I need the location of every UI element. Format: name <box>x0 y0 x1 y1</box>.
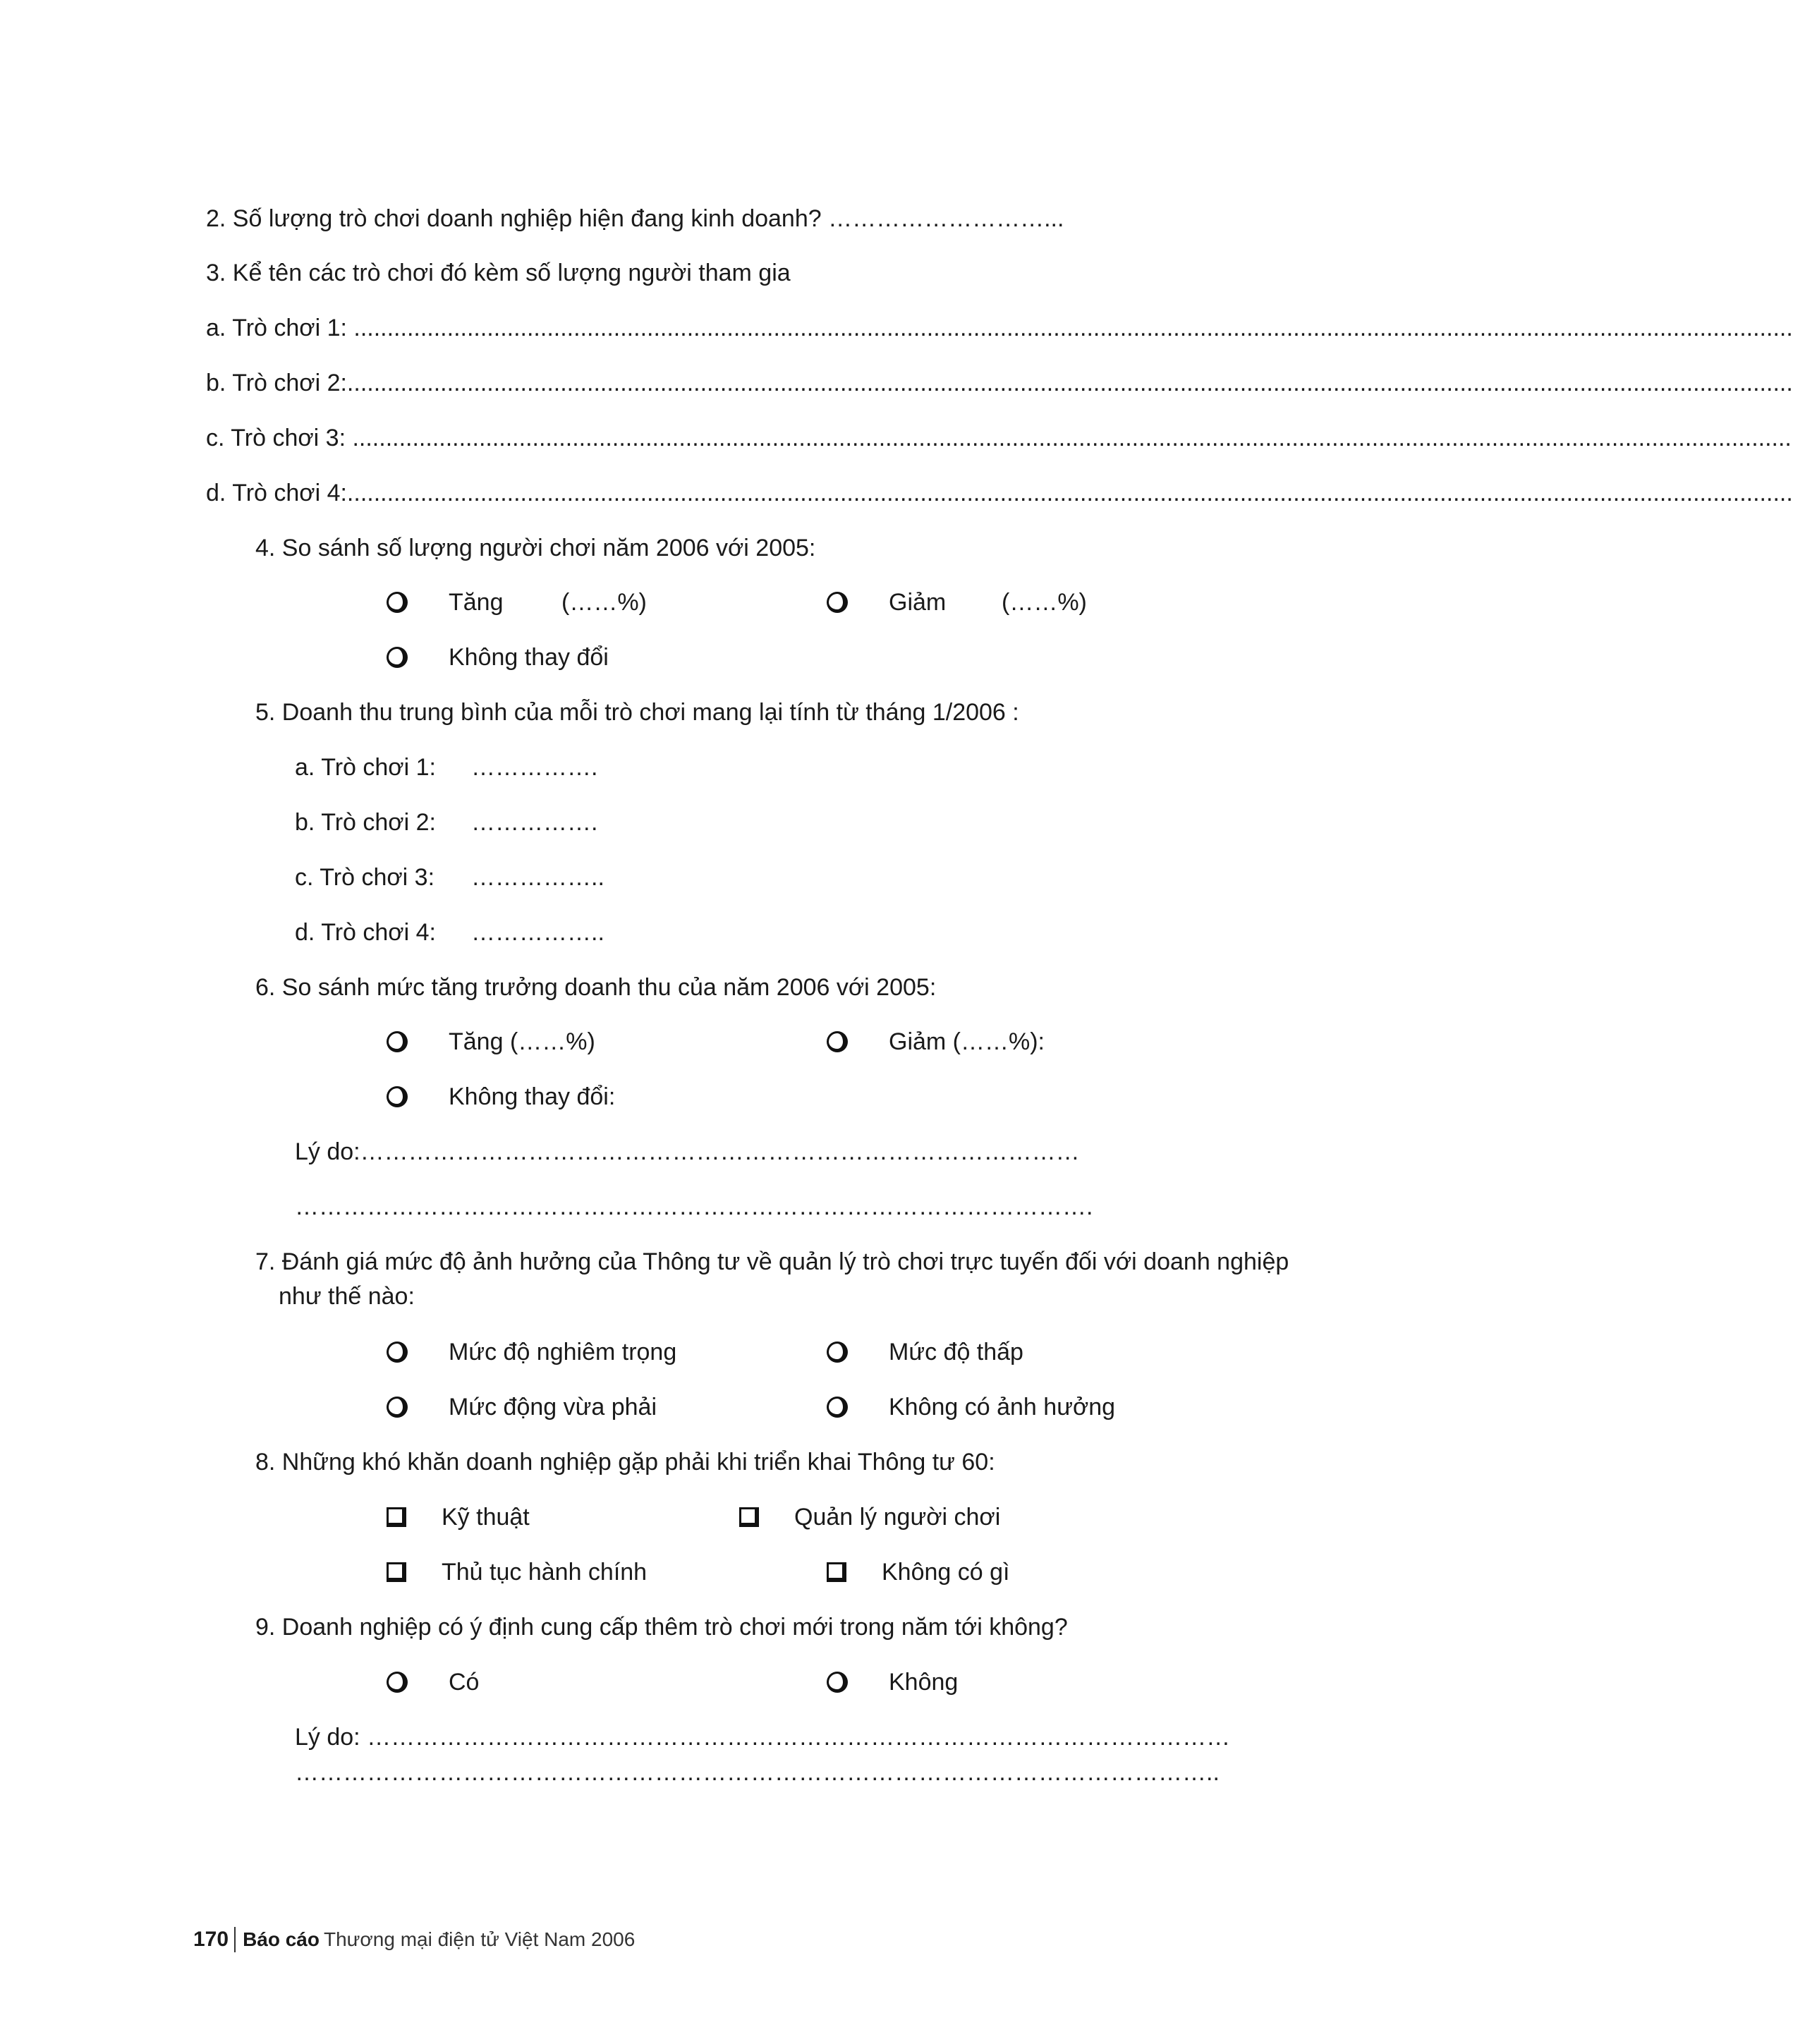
radio-button-icon[interactable] <box>387 1397 408 1418</box>
q6-reason-line-2[interactable]: ………………………………………………………………………………………. <box>295 1193 1093 1220</box>
checkbox-icon[interactable] <box>387 1507 406 1527</box>
question-3-item-a: a. Trò chơi 1: ........................................................................................................................................................................................................................ <box>206 315 1793 341</box>
q5-item-value: ……………. <box>471 754 598 781</box>
question-9-title: 9. Doanh nghiệp có ý định cung cấp thêm trò chơi mới trong năm tới không? <box>255 1614 1068 1641</box>
q8-option-technical[interactable]: Kỹ thuật <box>387 1503 530 1531</box>
q5-item-value: …………….. <box>471 919 604 946</box>
checkbox-icon[interactable] <box>827 1562 846 1582</box>
q8-option-nothing[interactable]: Không có gì <box>827 1558 1009 1586</box>
q7-option-serious[interactable]: Mức độ nghiêm trọng <box>387 1338 676 1366</box>
q7-option-none[interactable]: Không có ảnh hưởng <box>827 1393 1115 1421</box>
question-3-item-c: c. Trò chơi 3: ........................................................................................................................................................................................................................ <box>206 425 1792 451</box>
q9-option-no[interactable]: Không <box>827 1668 958 1696</box>
question-2: 2. Số lượng trò chơi doanh nghiệp hiện đang kinh doanh? ………………………... <box>206 205 1064 232</box>
radio-button-icon[interactable] <box>827 1342 848 1363</box>
checkbox-icon[interactable] <box>739 1507 759 1527</box>
q8-option-administrative[interactable]: Thủ tục hành chính <box>387 1558 647 1586</box>
q6-reason-line[interactable]: Lý do:……………………………………………………………………………… <box>295 1138 1080 1165</box>
question-7-title-cont: như thế nào: <box>279 1283 415 1310</box>
q7-option-moderate[interactable]: Mức động vừa phải <box>387 1393 657 1421</box>
q5-item-label: d. Trò chơi 4: <box>295 919 436 946</box>
q8-option-player-management[interactable]: Quản lý người chơi <box>739 1503 1000 1531</box>
question-7-title: 7. Đánh giá mức độ ảnh hưởng của Thông tư về quản lý trò chơi trực tuyến đối với doanh nghiệp <box>255 1248 1289 1275</box>
q5-item-value: …………….. <box>471 864 604 891</box>
q5-item-label: b. Trò chơi 2: <box>295 809 436 836</box>
q6-option-same[interactable]: Không thay đổi: <box>387 1083 615 1111</box>
radio-button-icon[interactable] <box>387 1672 408 1693</box>
q6-option-decrease[interactable]: Giảm (……%): <box>827 1028 1045 1056</box>
question-6-title: 6. So sánh mức tăng trưởng doanh thu của năm 2006 với 2005: <box>255 974 937 1001</box>
question-8-title: 8. Những khó khăn doanh nghiệp gặp phải khi triển khai Thông tư 60: <box>255 1449 995 1476</box>
q9-option-yes[interactable]: Có <box>387 1668 479 1696</box>
radio-button-icon[interactable] <box>387 647 408 668</box>
footer-report-title: Thương mại điện tử Việt Nam 2006 <box>324 1928 636 1950</box>
q5-item-value: ……………. <box>471 809 598 836</box>
question-3-title: 3. Kể tên các trò chơi đó kèm số lượng người tham gia <box>206 260 791 286</box>
radio-button-icon[interactable] <box>387 1086 408 1107</box>
question-3-item-b: b. Trò chơi 2:......................................................................................................................................................................................................................... <box>206 370 1793 396</box>
q4-option-decrease[interactable]: Giảm (……%) <box>827 588 1087 616</box>
radio-button-icon[interactable] <box>827 1031 848 1052</box>
page-footer <box>193 1927 635 1952</box>
radio-button-icon[interactable] <box>827 1397 848 1418</box>
q4-option-same[interactable]: Không thay đổi <box>387 643 609 671</box>
radio-button-icon[interactable] <box>387 1031 408 1052</box>
q9-reason-line[interactable]: Lý do: ……………………………………………………………………………………………… <box>295 1724 1231 1751</box>
radio-button-icon[interactable] <box>827 592 848 613</box>
question-3-item-d: d. Trò chơi 4:......................................................................................................................................................................................................................... <box>206 480 1793 506</box>
radio-button-icon[interactable] <box>387 1342 408 1363</box>
q6-option-increase[interactable]: Tăng (……%) <box>387 1028 595 1056</box>
q7-option-low[interactable]: Mức độ thấp <box>827 1338 1023 1366</box>
question-5-title: 5. Doanh thu trung bình của mỗi trò chơi mang lại tính từ tháng 1/2006 : <box>255 699 1019 726</box>
radio-button-icon[interactable] <box>387 592 408 613</box>
footer-report-label: Báo cáo <box>243 1928 320 1950</box>
q5-item-label: c. Trò chơi 3: <box>295 864 435 891</box>
q9-reason-line-2[interactable]: …………………………………………………………………………………………………….. <box>295 1759 1220 1786</box>
footer-divider <box>234 1927 236 1952</box>
radio-button-icon[interactable] <box>827 1672 848 1693</box>
page-number: 170 <box>193 1928 229 1951</box>
q4-option-increase[interactable]: Tăng (……%) <box>387 588 647 616</box>
q5-item-label: a. Trò chơi 1: <box>295 754 436 781</box>
checkbox-icon[interactable] <box>387 1562 406 1582</box>
question-4-title: 4. So sánh số lượng người chơi năm 2006 với 2005: <box>255 535 816 561</box>
